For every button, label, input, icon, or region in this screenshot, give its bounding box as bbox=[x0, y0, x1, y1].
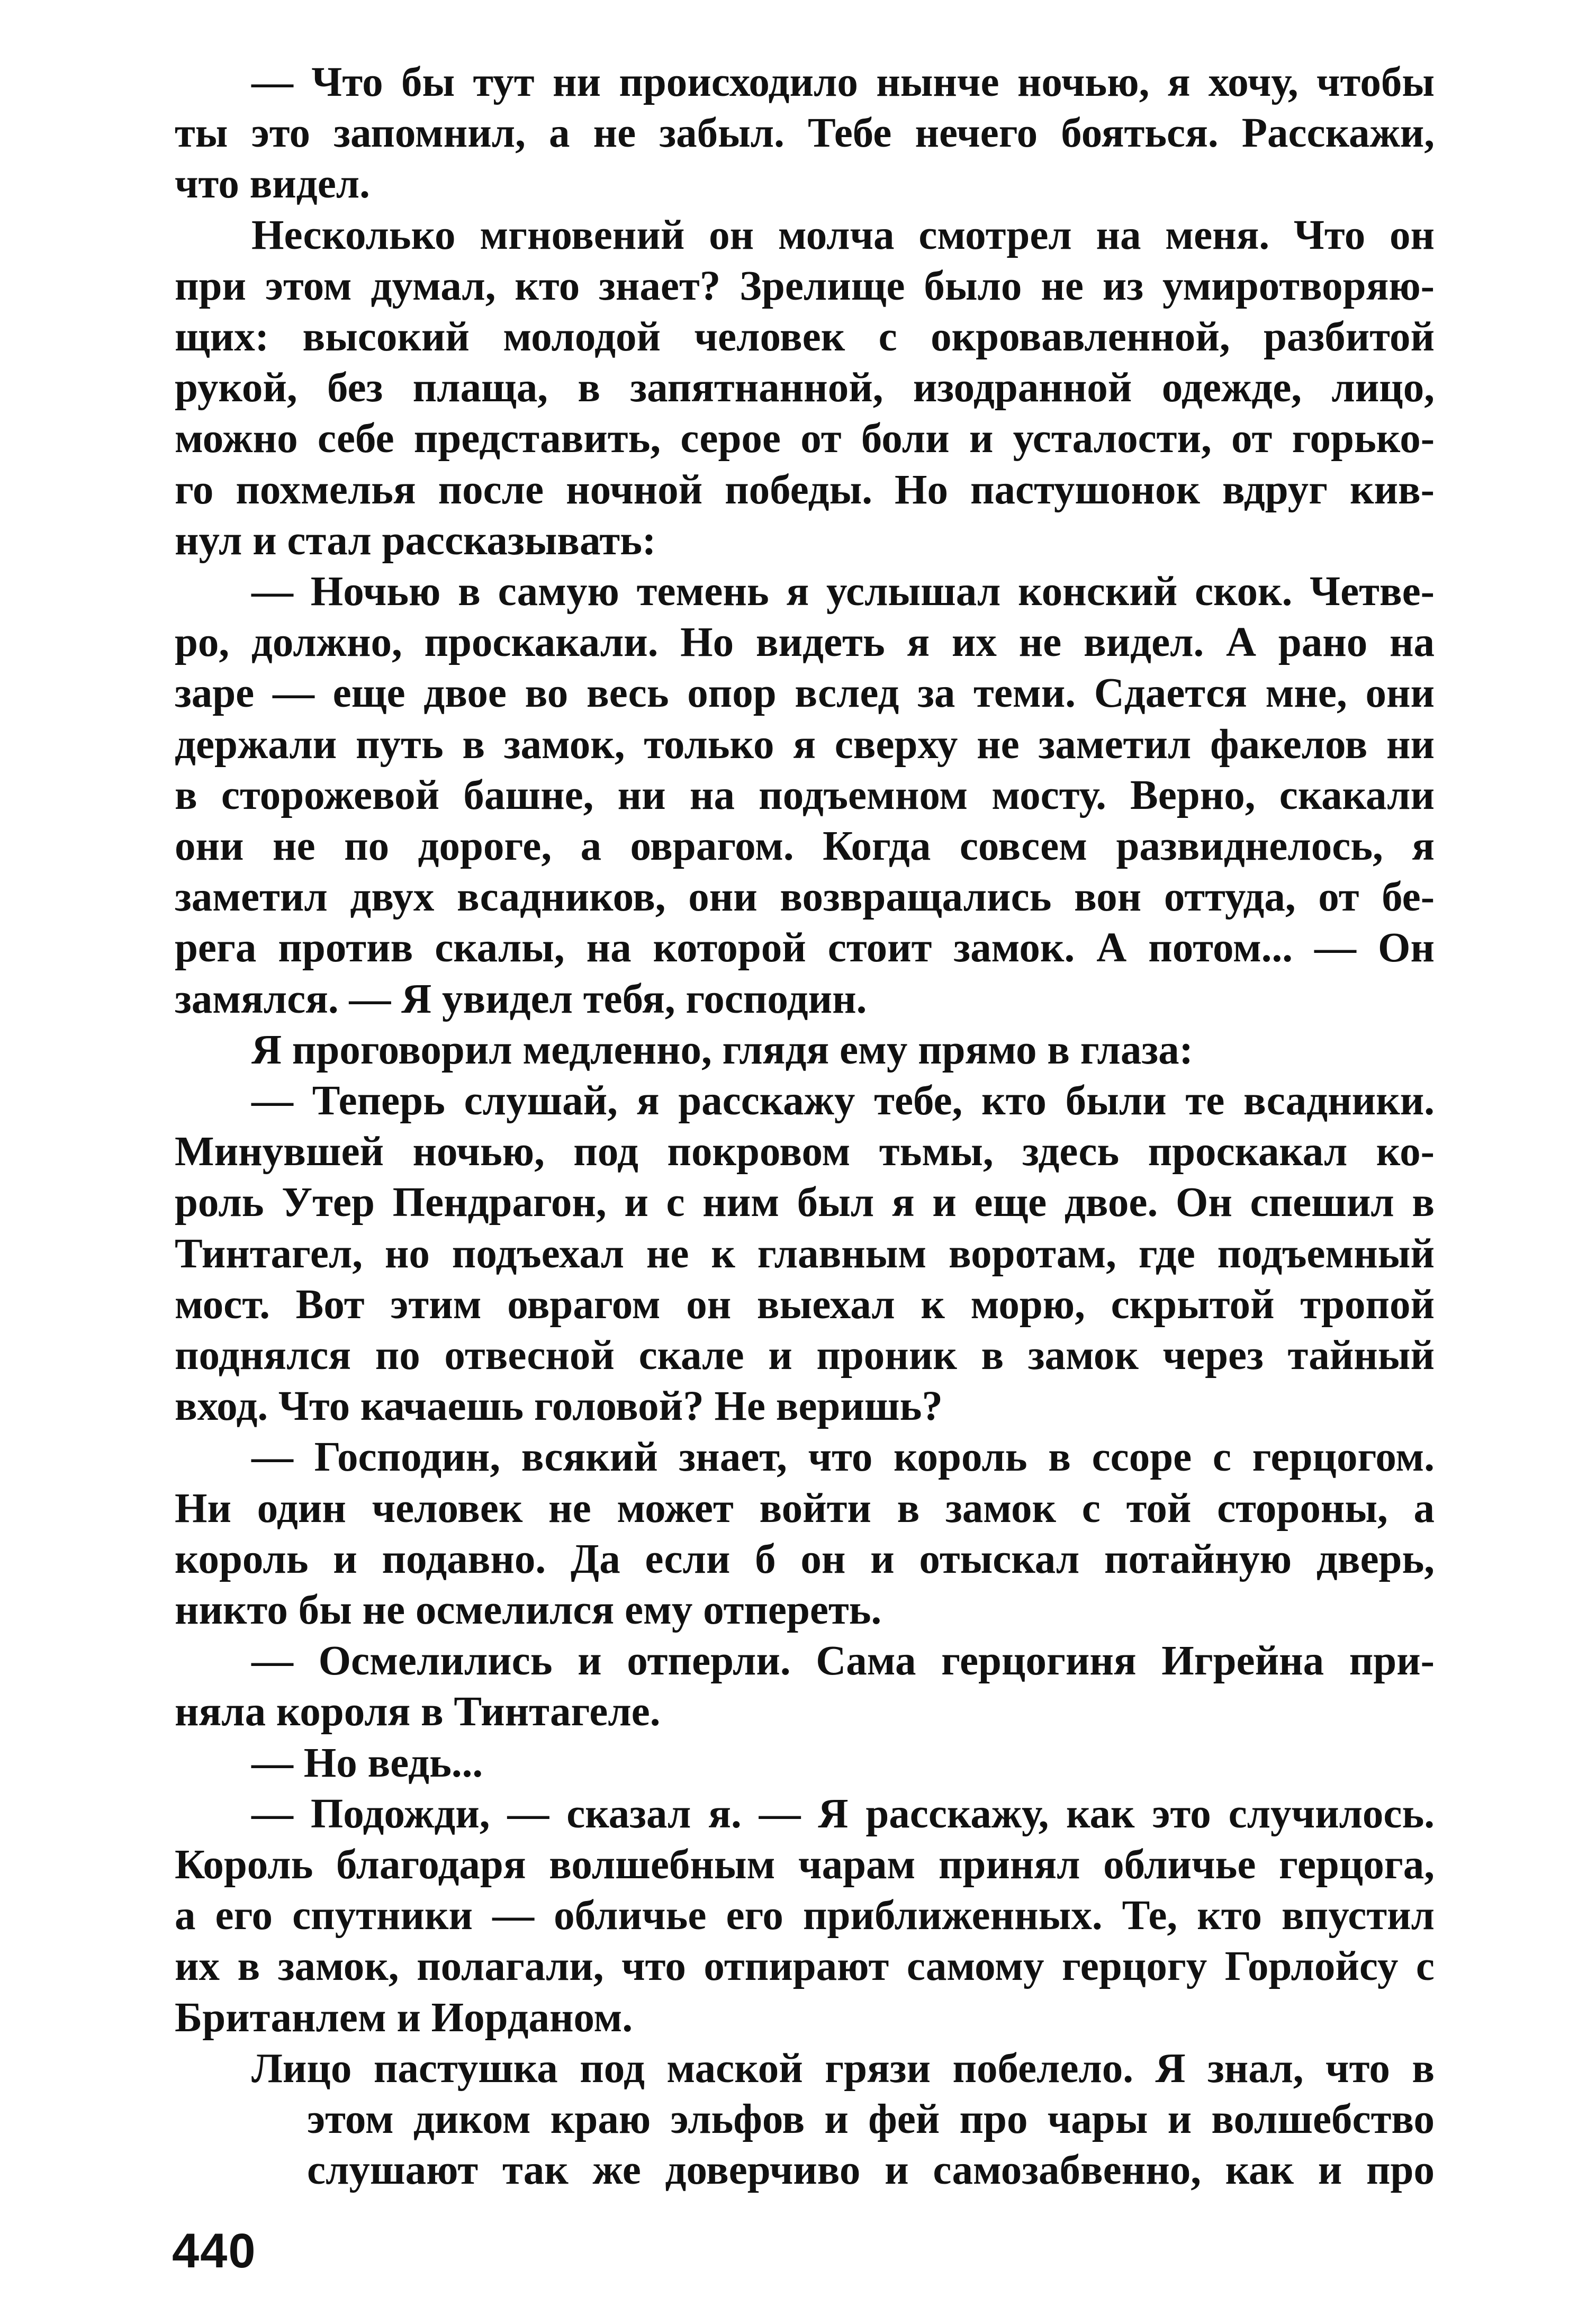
text-line: — Ночью в самую темень я услышал конский скок. Четве- bbox=[251, 569, 1435, 615]
text-line: щих: высокий молодой человек с окровавленной, разбитой bbox=[175, 314, 1435, 360]
text-line: го похмелья после ночной победы. Но пастушонок вдруг кив- bbox=[175, 467, 1435, 513]
text-line: мост. Вот этим оврагом он выехал к морю, скрытой тропой bbox=[175, 1282, 1435, 1328]
text-line: они не по дороге, а оврагом. Когда совсем развиднелось, я bbox=[175, 823, 1435, 869]
text-line: — Осмелились и отперли. Сама герцогиня Игрейна при- bbox=[251, 1638, 1435, 1684]
text-line: можно себе представить, серое от боли и усталости, от горько- bbox=[175, 416, 1435, 462]
text-line: Ни один человек не может войти в замок с той стороны, а bbox=[175, 1485, 1435, 1532]
text-line: держали путь в замок, только я сверху не заметил факелов ни bbox=[175, 722, 1435, 768]
text-line: — Но ведь... bbox=[251, 1740, 483, 1786]
text-line: заре — еще двое во весь опор вслед за теми. Сдается мне, они bbox=[175, 670, 1435, 716]
text-line: в сторожевой башне, ни на подъемном мосту. Верно, скакали bbox=[175, 772, 1435, 818]
text-line: Тинтагел, но подъехал не к главным воротам, где подъемный bbox=[175, 1231, 1435, 1277]
text-line: Британлем и Иорданом. bbox=[175, 1995, 633, 2041]
text-line: Король благодаря волшебным чарам принял обличье герцога, bbox=[175, 1842, 1435, 1888]
text-line: нул и стал рассказывать: bbox=[175, 518, 656, 564]
text-line: никто бы не осмелился ему отпереть. bbox=[175, 1587, 882, 1633]
text-line: няла короля в Тинтагеле. bbox=[175, 1689, 661, 1735]
text-line: заметил двух всадников, они возвращались вон оттуда, от бе- bbox=[175, 874, 1435, 920]
text-line: рега против скалы, на которой стоит замок. А потом... — Он bbox=[175, 925, 1435, 971]
text-line: рукой, без плаща, в запятнанной, изодранной одежде, лицо, bbox=[175, 365, 1435, 411]
text-line: Несколько мгновений он молча смотрел на меня. Что он bbox=[251, 212, 1435, 258]
page-number: 440 bbox=[172, 2224, 257, 2278]
text-line: ро, должно, проскакали. Но видеть я их не видел. А рано на bbox=[175, 619, 1435, 665]
text-line: Я проговорил медленно, глядя ему прямо в глаза: bbox=[251, 1027, 1193, 1073]
text-line: роль Утер Пендрагон, и с ним был я и еще двое. Он спешил в bbox=[175, 1179, 1435, 1226]
text-line: что видел. bbox=[175, 161, 370, 207]
text-line: при этом думал, кто знает? Зрелище было не из умиротворяю- bbox=[175, 263, 1435, 309]
text-line: а его спутники — обличье его приближенных. Те, кто впустил bbox=[175, 1893, 1435, 1939]
text-line: этом диком краю эльфов и фей про чары и волшебство bbox=[307, 2096, 1435, 2142]
text-line: замялся. — Я увидел тебя, господин. bbox=[175, 976, 867, 1022]
text-line: ты это запомнил, а не забыл. Тебе нечего бояться. Расскажи, bbox=[175, 110, 1435, 156]
text-line: вход. Что качаешь головой? Не веришь? bbox=[175, 1383, 943, 1429]
text-line: их в замок, полагали, что отпирают самому герцогу Горлойсу с bbox=[175, 1943, 1435, 1989]
text-line: — Что бы тут ни происходило нынче ночью, я хочу, чтобы bbox=[251, 59, 1435, 105]
text-line: слушают так же доверчиво и самозабвенно, как и про bbox=[307, 2147, 1435, 2193]
text-line: — Теперь слушай, я расскажу тебе, кто были те всадники. bbox=[251, 1078, 1435, 1124]
text-line: — Господин, всякий знает, что король в ссоре с герцогом. bbox=[251, 1434, 1435, 1480]
text-line: поднялся по отвесной скале и проник в замок через тайный bbox=[175, 1332, 1435, 1379]
text-line: Минувшей ночью, под покровом тьмы, здесь проскакал ко- bbox=[175, 1129, 1435, 1175]
text-line: король и подавно. Да если б он и отыскал потайную дверь, bbox=[175, 1536, 1435, 1582]
text-line: — Подожди, — сказал я. — Я расскажу, как это случилось. bbox=[251, 1791, 1435, 1837]
text-line: Лицо пастушка под маской грязи побелело. Я знал, что в bbox=[251, 2046, 1435, 2092]
